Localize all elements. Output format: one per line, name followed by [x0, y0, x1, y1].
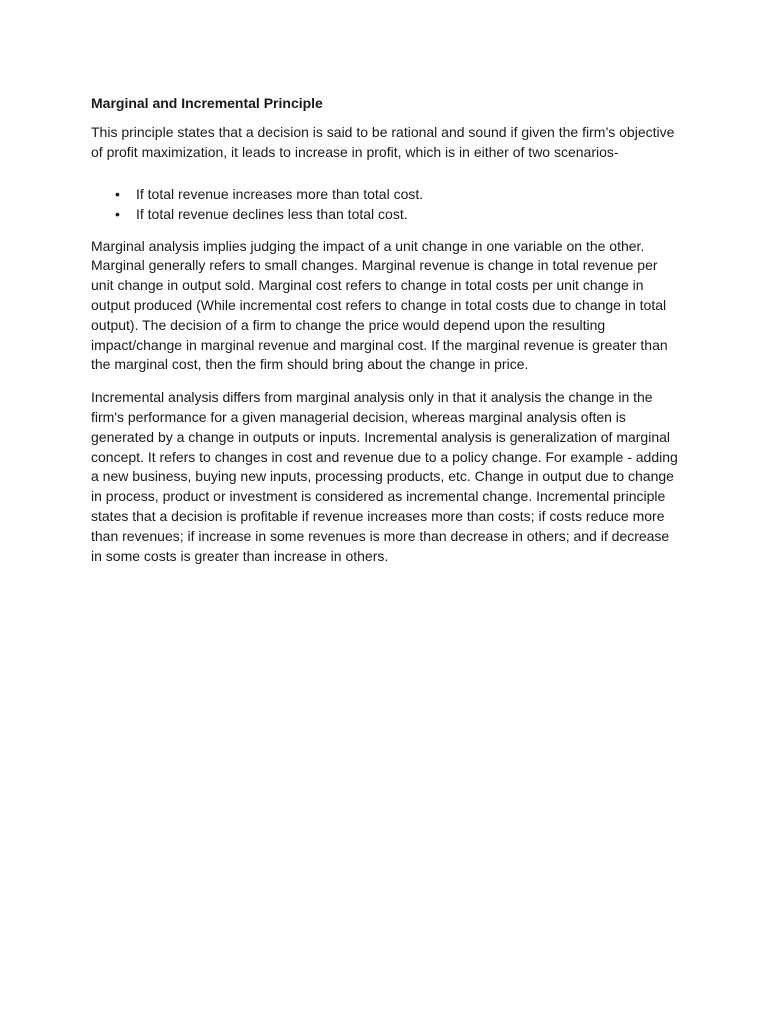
section-heading: Marginal and Incremental Principle [91, 95, 323, 111]
incremental-analysis-paragraph: Incremental analysis differs from marginal analysis only in that it analysis the change in the firm's performance for a given managerial decision, whereas marginal analysis often is generated by a change in outputs or inputs. Incremental analysis is generalization of marginal concept. It refers to changes in cost and revenue due to a policy change. For example - adding a new business, buying new inputs, processing products, etc. Change in output due to change in process, product or investment is considered as incremental change. Incremental principle states that a decision is profitable if revenue increases more than costs; if costs reduce more than revenues; if increase in some revenues is more than decrease in others; and if decrease in some costs is greater than increase in others. [91, 389, 678, 564]
bullet-text: If total revenue increases more than total cost. [136, 185, 424, 202]
intro-paragraph: This principle states that a decision is said to be rational and sound if given the firm’s objective of profit maximization, it leads to increase in profit, which is in either of two scenarios- [91, 124, 675, 160]
bullet-text: If total revenue declines less than total cost. [136, 205, 408, 222]
bullet-list [91, 176, 683, 224]
bullet-item [91, 184, 683, 204]
bullet-icon: • [115, 205, 120, 222]
marginal-analysis-paragraph: Marginal analysis implies judging the impact of a unit change in one variable on the other. Marginal generally refers to small changes. Marginal revenue is change in total revenue per unit change in output sold. Marginal cost refers to change in total costs per unit change in output produced (While incremental cost refers to change in total costs due to change in total output). The decision of a firm to change the price would depend upon the resulting impact/change in marginal revenue and marginal cost. If the marginal revenue is greater than the marginal cost, then the firm should bring about the change in price. [91, 237, 668, 373]
bullet-item [91, 204, 683, 224]
bullet-icon: • [115, 185, 120, 202]
document-body [91, 94, 683, 579]
